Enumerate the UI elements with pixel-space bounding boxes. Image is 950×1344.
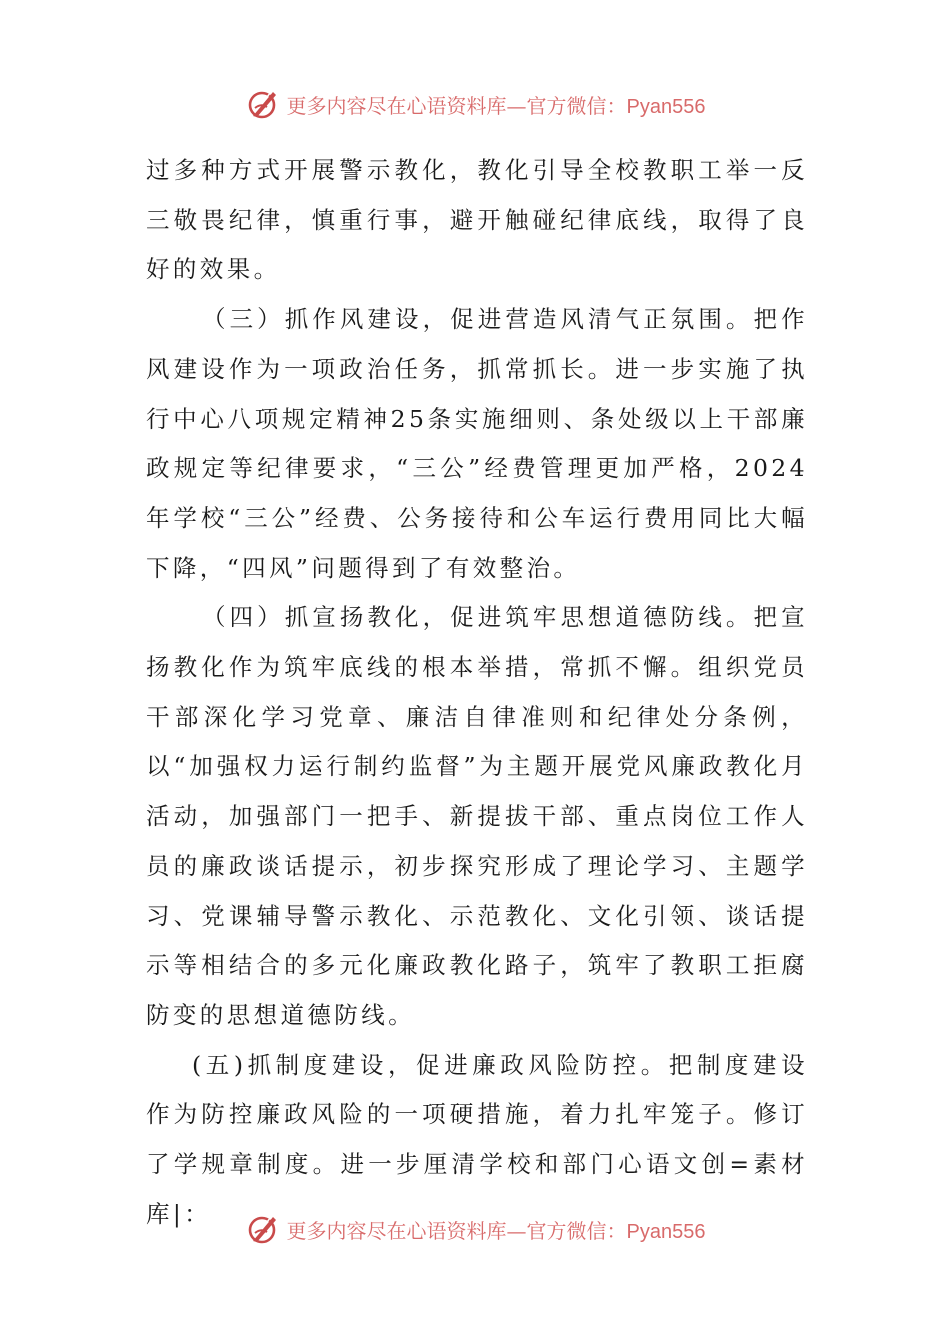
- watermark-slogan: 更多内容尽在心语资料库—官方微信：: [286, 1218, 627, 1243]
- quill-logo-icon: [245, 86, 281, 122]
- document-body: [146, 146, 808, 1239]
- header-watermark-banner: [0, 84, 950, 124]
- paragraph-section-4: （四）抓宣扬教化，促进筑牢思想道德防线。把宣扬教化作为筑牢底线的根本举措，常抓不懈。组织党员干部深化学习党章、廉洁自律准则和纪律处分条例，以“加强权力运行制约监督”为主题开展党风廉政教化月活动，加强部门一把手、新提拔干部、重点岗位工作人员的廉政谈话提示，初步探究形成了理论学习、主题学习、党课辅导警示教化、示范教化、文化引领、谈话提示等相结合的多元化廉政教化路子，筑牢了教职工拒腐防变的思想道德防线。: [146, 603, 808, 1029]
- watermark-text: [287, 1215, 706, 1244]
- footer-watermark-banner: [0, 1209, 950, 1249]
- paragraph-continued: 过多种方式开展警示教化，教化引导全校教职工举一反三敬畏纪律，慎重行事，避开触碰纪律底线，取得了良好的效果。: [146, 156, 808, 284]
- watermark-wechat-id: Pyan556: [626, 1220, 706, 1243]
- paragraph-section-5: (五)抓制度建设，促进廉政风险防控。把制度建设作为防控廉政风险的一项硬措施，着力扎牢笼子。修订了学规章制度。进一步厘清学校和部门心语文创=素材库|：: [146, 1050, 808, 1228]
- watermark-slogan: 更多内容尽在心语资料库—官方微信：: [286, 93, 627, 118]
- quill-logo-icon: [245, 1211, 281, 1247]
- watermark-text: [287, 90, 706, 119]
- paragraph-section-3: （三）抓作风建设，促进营造风清气正氛围。把作风建设作为一项政治任务，抓常抓长。进一步实施了执行中心八项规定精神25条实施细则、条处级以上干部廉政规定等纪律要求，“三公”经费管理更加严格，2024年学校“三公”经费、公务接待和公车运行费用同比大幅下降，“四风”问题得到了有效整治。: [146, 305, 808, 582]
- watermark-wechat-id: Pyan556: [626, 95, 706, 118]
